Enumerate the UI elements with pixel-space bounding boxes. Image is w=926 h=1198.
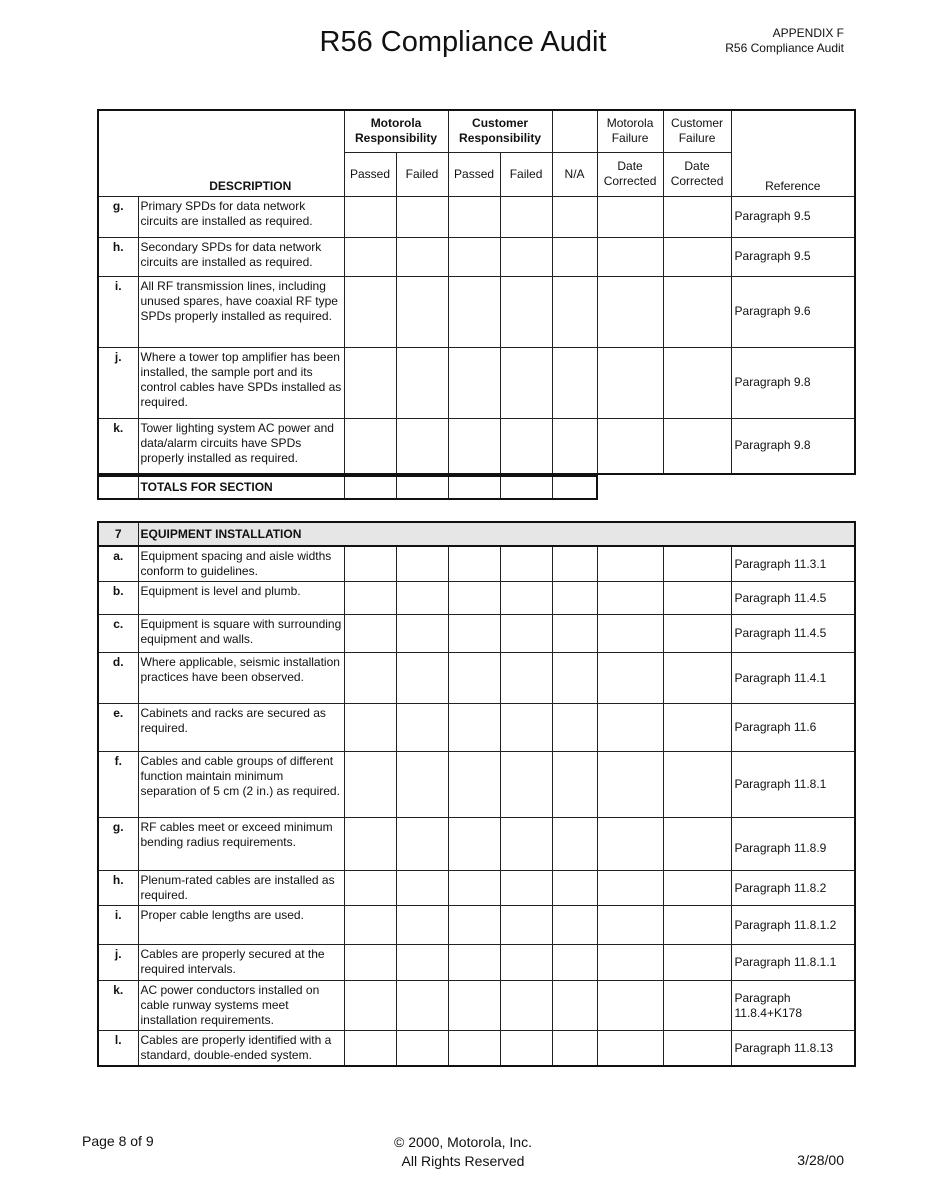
motorola-responsibility-header: Motorola Responsibility <box>344 110 448 152</box>
checkbox-cell[interactable] <box>552 871 597 906</box>
row-reference: Paragraph 11.8.1 <box>731 752 855 818</box>
table-row <box>98 237 855 276</box>
table-row <box>98 196 855 237</box>
reference-header: Reference <box>731 110 855 196</box>
row-description: Plenum-rated cables are installed as required. <box>138 871 344 906</box>
checkbox-cell[interactable] <box>500 418 552 474</box>
date-cell[interactable] <box>663 653 731 704</box>
date-cell[interactable] <box>663 871 731 906</box>
checkbox-cell[interactable] <box>448 818 500 871</box>
checkbox-cell[interactable] <box>552 347 597 418</box>
row-letter: b. <box>98 582 138 615</box>
checkbox-cell[interactable] <box>396 418 448 474</box>
checkbox-cell[interactable] <box>500 1031 552 1067</box>
date-cell[interactable] <box>597 871 663 906</box>
checkbox-cell[interactable] <box>552 546 597 582</box>
date-cell[interactable] <box>663 1031 731 1067</box>
row-description: Equipment is square with surrounding equipment and walls. <box>138 615 344 653</box>
checkbox-cell[interactable] <box>344 871 396 906</box>
table-row <box>98 276 855 347</box>
checkbox-cell[interactable] <box>500 615 552 653</box>
date-cell[interactable] <box>663 906 731 945</box>
customer-passed-header: Passed <box>448 152 500 196</box>
row-reference: Paragraph 9.8 <box>731 347 855 418</box>
checkbox-cell[interactable] <box>396 653 448 704</box>
row-description: Primary SPDs for data network circuits are installed as required. <box>138 196 344 237</box>
row-description: Equipment spacing and aisle widths conform to guidelines. <box>138 546 344 582</box>
checkbox-cell[interactable] <box>396 546 448 582</box>
checkbox-cell[interactable] <box>344 237 396 276</box>
checkbox-cell[interactable] <box>552 906 597 945</box>
date-cell[interactable] <box>597 752 663 818</box>
date-cell[interactable] <box>597 945 663 981</box>
table-row <box>98 653 855 704</box>
table-row <box>98 906 855 945</box>
checkbox-cell[interactable] <box>500 981 552 1031</box>
checkbox-cell[interactable] <box>500 818 552 871</box>
row-reference: Paragraph 11.8.13 <box>731 1031 855 1067</box>
checkbox-cell[interactable] <box>448 347 500 418</box>
date-cell[interactable] <box>597 276 663 347</box>
checkbox-cell[interactable] <box>552 196 597 237</box>
checkbox-cell[interactable] <box>500 752 552 818</box>
checkbox-cell[interactable] <box>396 276 448 347</box>
checkbox-cell[interactable] <box>448 276 500 347</box>
checkbox-cell[interactable] <box>448 1031 500 1067</box>
row-reference: Paragraph 11.8.2 <box>731 871 855 906</box>
row-letter: l. <box>98 1031 138 1067</box>
page-number: Page 8 of 9 <box>82 1133 154 1149</box>
checkbox-cell[interactable] <box>552 276 597 347</box>
checkbox-cell[interactable] <box>500 237 552 276</box>
date-cell[interactable] <box>597 981 663 1031</box>
row-reference: Paragraph 11.6 <box>731 704 855 752</box>
checkbox-cell[interactable] <box>448 704 500 752</box>
row-description: Where applicable, seismic installation practices have been observed. <box>138 653 344 704</box>
checkbox-cell[interactable] <box>448 196 500 237</box>
audit-table-section-7 <box>97 521 856 1067</box>
date-cell[interactable] <box>663 704 731 752</box>
checkbox-cell[interactable] <box>448 653 500 704</box>
row-letter: c. <box>98 615 138 653</box>
row-letter: j. <box>98 347 138 418</box>
checkbox-cell[interactable] <box>500 871 552 906</box>
total-cell[interactable] <box>448 476 500 499</box>
row-reference: Paragraph 9.5 <box>731 196 855 237</box>
checkbox-cell[interactable] <box>396 1031 448 1067</box>
row-description: Cables and cable groups of different function maintain minimum separation of 5 cm (2 in.) as required. <box>138 752 344 818</box>
row-letter: f. <box>98 752 138 818</box>
table-row <box>98 818 855 871</box>
row-reference: Paragraph 9.5 <box>731 237 855 276</box>
row-description: Equipment is level and plumb. <box>138 582 344 615</box>
checkbox-cell[interactable] <box>396 871 448 906</box>
row-letter: g. <box>98 196 138 237</box>
checkbox-cell[interactable] <box>344 196 396 237</box>
date-cell[interactable] <box>663 582 731 615</box>
checkbox-cell[interactable] <box>344 1031 396 1067</box>
table-row <box>98 347 855 418</box>
table-row <box>98 704 855 752</box>
checkbox-cell[interactable] <box>396 704 448 752</box>
date-cell[interactable] <box>663 347 731 418</box>
customer-date-corrected-header: Date Corrected <box>663 152 731 196</box>
checkbox-cell[interactable] <box>344 653 396 704</box>
total-cell[interactable] <box>552 476 597 499</box>
row-letter: g. <box>98 818 138 871</box>
motorola-failed-header: Failed <box>396 152 448 196</box>
row-reference: Paragraph 11.4.1 <box>731 653 855 704</box>
checkbox-cell[interactable] <box>344 546 396 582</box>
motorola-date-corrected-header: Date Corrected <box>597 152 663 196</box>
date-cell[interactable] <box>663 615 731 653</box>
checkbox-cell[interactable] <box>344 276 396 347</box>
page-title: R56 Compliance Audit <box>319 26 607 58</box>
checkbox-cell[interactable] <box>344 347 396 418</box>
table-row <box>98 546 855 582</box>
checkbox-cell[interactable] <box>500 653 552 704</box>
appendix-label <box>725 26 844 56</box>
checkbox-cell[interactable] <box>344 818 396 871</box>
totals-table <box>97 475 598 500</box>
total-cell[interactable] <box>500 476 552 499</box>
row-reference: Paragraph 11.4.5 <box>731 615 855 653</box>
totals-row <box>98 476 597 499</box>
checkbox-cell[interactable] <box>552 418 597 474</box>
date-cell[interactable] <box>663 196 731 237</box>
checkbox-cell[interactable] <box>448 615 500 653</box>
date-cell[interactable] <box>597 347 663 418</box>
checkbox-cell[interactable] <box>344 704 396 752</box>
checkbox-cell[interactable] <box>500 196 552 237</box>
checkbox-cell[interactable] <box>396 945 448 981</box>
table-row <box>98 615 855 653</box>
row-reference: Paragraph 11.8.4+K178 <box>731 981 855 1031</box>
checkbox-cell[interactable] <box>500 546 552 582</box>
row-description: Secondary SPDs for data network circuits are installed as required. <box>138 237 344 276</box>
row-description: All RF transmission lines, including unused spares, have coaxial RF type SPDs properly installed as required. <box>138 276 344 347</box>
checkbox-cell[interactable] <box>448 418 500 474</box>
row-description: Cables are properly identified with a standard, double-ended system. <box>138 1031 344 1067</box>
row-description: Proper cable lengths are used. <box>138 906 344 945</box>
checkbox-cell[interactable] <box>448 237 500 276</box>
table-row <box>98 752 855 818</box>
na-group-header <box>552 110 597 152</box>
checkbox-cell[interactable] <box>500 276 552 347</box>
checkbox-cell[interactable] <box>500 704 552 752</box>
row-description: RF cables meet or exceed minimum bending radius requirements. <box>138 818 344 871</box>
row-letter: h. <box>98 871 138 906</box>
motorola-failure-header: Motorola Failure <box>597 110 663 152</box>
rights-reserved: All Rights Reserved <box>401 1153 525 1169</box>
row-letter: a. <box>98 546 138 582</box>
checkbox-cell[interactable] <box>500 582 552 615</box>
row-letter: e. <box>98 704 138 752</box>
date-cell[interactable] <box>597 818 663 871</box>
checkbox-cell[interactable] <box>552 818 597 871</box>
checkbox-cell[interactable] <box>344 906 396 945</box>
checkbox-cell[interactable] <box>448 871 500 906</box>
na-header: N/A <box>552 152 597 196</box>
checkbox-cell[interactable] <box>552 1031 597 1067</box>
row-letter: k. <box>98 418 138 474</box>
date-cell[interactable] <box>597 653 663 704</box>
checkbox-cell[interactable] <box>344 582 396 615</box>
customer-failure-header: Customer Failure <box>663 110 731 152</box>
date-cell[interactable] <box>597 906 663 945</box>
checkbox-cell[interactable] <box>552 945 597 981</box>
checkbox-cell[interactable] <box>344 945 396 981</box>
audit-table-section-6 <box>97 109 856 475</box>
date-cell[interactable] <box>597 418 663 474</box>
customer-failed-header: Failed <box>500 152 552 196</box>
date-cell[interactable] <box>663 818 731 871</box>
row-reference: Paragraph 9.6 <box>731 276 855 347</box>
table-row <box>98 582 855 615</box>
document-date: 3/28/00 <box>797 1152 844 1168</box>
date-cell[interactable] <box>663 546 731 582</box>
checkbox-cell[interactable] <box>552 653 597 704</box>
checkbox-cell[interactable] <box>396 196 448 237</box>
row-letter: k. <box>98 981 138 1031</box>
section-number: 7 <box>98 522 138 546</box>
checkbox-cell[interactable] <box>500 906 552 945</box>
date-cell[interactable] <box>597 1031 663 1067</box>
row-description: Where a tower top amplifier has been installed, the sample port and its control cables have SPDs installed as required. <box>138 347 344 418</box>
date-cell[interactable] <box>663 237 731 276</box>
checkbox-cell[interactable] <box>396 237 448 276</box>
copyright-block <box>0 1133 926 1171</box>
checkbox-cell[interactable] <box>552 615 597 653</box>
appendix-line-1: APPENDIX F <box>772 26 844 40</box>
row-reference: Paragraph 11.8.9 <box>731 818 855 871</box>
date-cell[interactable] <box>663 418 731 474</box>
table-row <box>98 871 855 906</box>
row-letter: h. <box>98 237 138 276</box>
date-cell[interactable] <box>597 582 663 615</box>
copyright: © 2000, Motorola, Inc. <box>394 1134 532 1150</box>
date-cell[interactable] <box>597 196 663 237</box>
checkbox-cell[interactable] <box>344 418 396 474</box>
date-cell[interactable] <box>597 615 663 653</box>
checkbox-cell[interactable] <box>344 752 396 818</box>
date-cell[interactable] <box>597 546 663 582</box>
checkbox-cell[interactable] <box>552 237 597 276</box>
checkbox-cell[interactable] <box>552 582 597 615</box>
date-cell[interactable] <box>663 981 731 1031</box>
date-cell[interactable] <box>597 704 663 752</box>
date-cell[interactable] <box>663 752 731 818</box>
row-reference: Paragraph 11.8.1.2 <box>731 906 855 945</box>
totals-label: TOTALS FOR SECTION <box>138 476 344 499</box>
row-letter: j. <box>98 945 138 981</box>
checkbox-cell[interactable] <box>396 347 448 418</box>
checkbox-cell[interactable] <box>396 582 448 615</box>
row-letter: i. <box>98 906 138 945</box>
row-description: AC power conductors installed on cable runway systems meet installation requirements. <box>138 981 344 1031</box>
checkbox-cell[interactable] <box>552 981 597 1031</box>
section-title: EQUIPMENT INSTALLATION <box>138 522 855 546</box>
description-header: DESCRIPTION <box>98 110 344 196</box>
checkbox-cell[interactable] <box>396 906 448 945</box>
customer-responsibility-header: Customer Responsibility <box>448 110 552 152</box>
checkbox-cell[interactable] <box>448 752 500 818</box>
total-cell[interactable] <box>396 476 448 499</box>
checkbox-cell[interactable] <box>448 906 500 945</box>
date-cell[interactable] <box>597 237 663 276</box>
date-cell[interactable] <box>663 945 731 981</box>
row-description: Tower lighting system AC power and data/alarm circuits have SPDs properly installed as required. <box>138 418 344 474</box>
row-reference: Paragraph 11.8.1.1 <box>731 945 855 981</box>
checkbox-cell[interactable] <box>552 704 597 752</box>
row-letter: i. <box>98 276 138 347</box>
row-description: Cables are properly secured at the required intervals. <box>138 945 344 981</box>
checkbox-cell[interactable] <box>396 615 448 653</box>
checkbox-cell[interactable] <box>552 752 597 818</box>
checkbox-cell[interactable] <box>344 981 396 1031</box>
checkbox-cell[interactable] <box>448 945 500 981</box>
checkbox-cell[interactable] <box>396 818 448 871</box>
section-header <box>98 522 855 546</box>
checkbox-cell[interactable] <box>500 945 552 981</box>
date-cell[interactable] <box>663 276 731 347</box>
table-row <box>98 1031 855 1067</box>
table-row <box>98 981 855 1031</box>
row-letter: d. <box>98 653 138 704</box>
checkbox-cell[interactable] <box>396 981 448 1031</box>
row-description: Cabinets and racks are secured as required. <box>138 704 344 752</box>
checkbox-cell[interactable] <box>448 981 500 1031</box>
checkbox-cell[interactable] <box>448 582 500 615</box>
table-row <box>98 945 855 981</box>
checkbox-cell[interactable] <box>448 546 500 582</box>
row-reference: Paragraph 11.3.1 <box>731 546 855 582</box>
checkbox-cell[interactable] <box>500 347 552 418</box>
total-cell[interactable] <box>344 476 396 499</box>
appendix-line-2: R56 Compliance Audit <box>725 41 844 55</box>
row-reference: Paragraph 11.4.5 <box>731 582 855 615</box>
table-row <box>98 418 855 474</box>
checkbox-cell[interactable] <box>344 615 396 653</box>
motorola-passed-header: Passed <box>344 152 396 196</box>
row-reference: Paragraph 9.8 <box>731 418 855 474</box>
checkbox-cell[interactable] <box>396 752 448 818</box>
